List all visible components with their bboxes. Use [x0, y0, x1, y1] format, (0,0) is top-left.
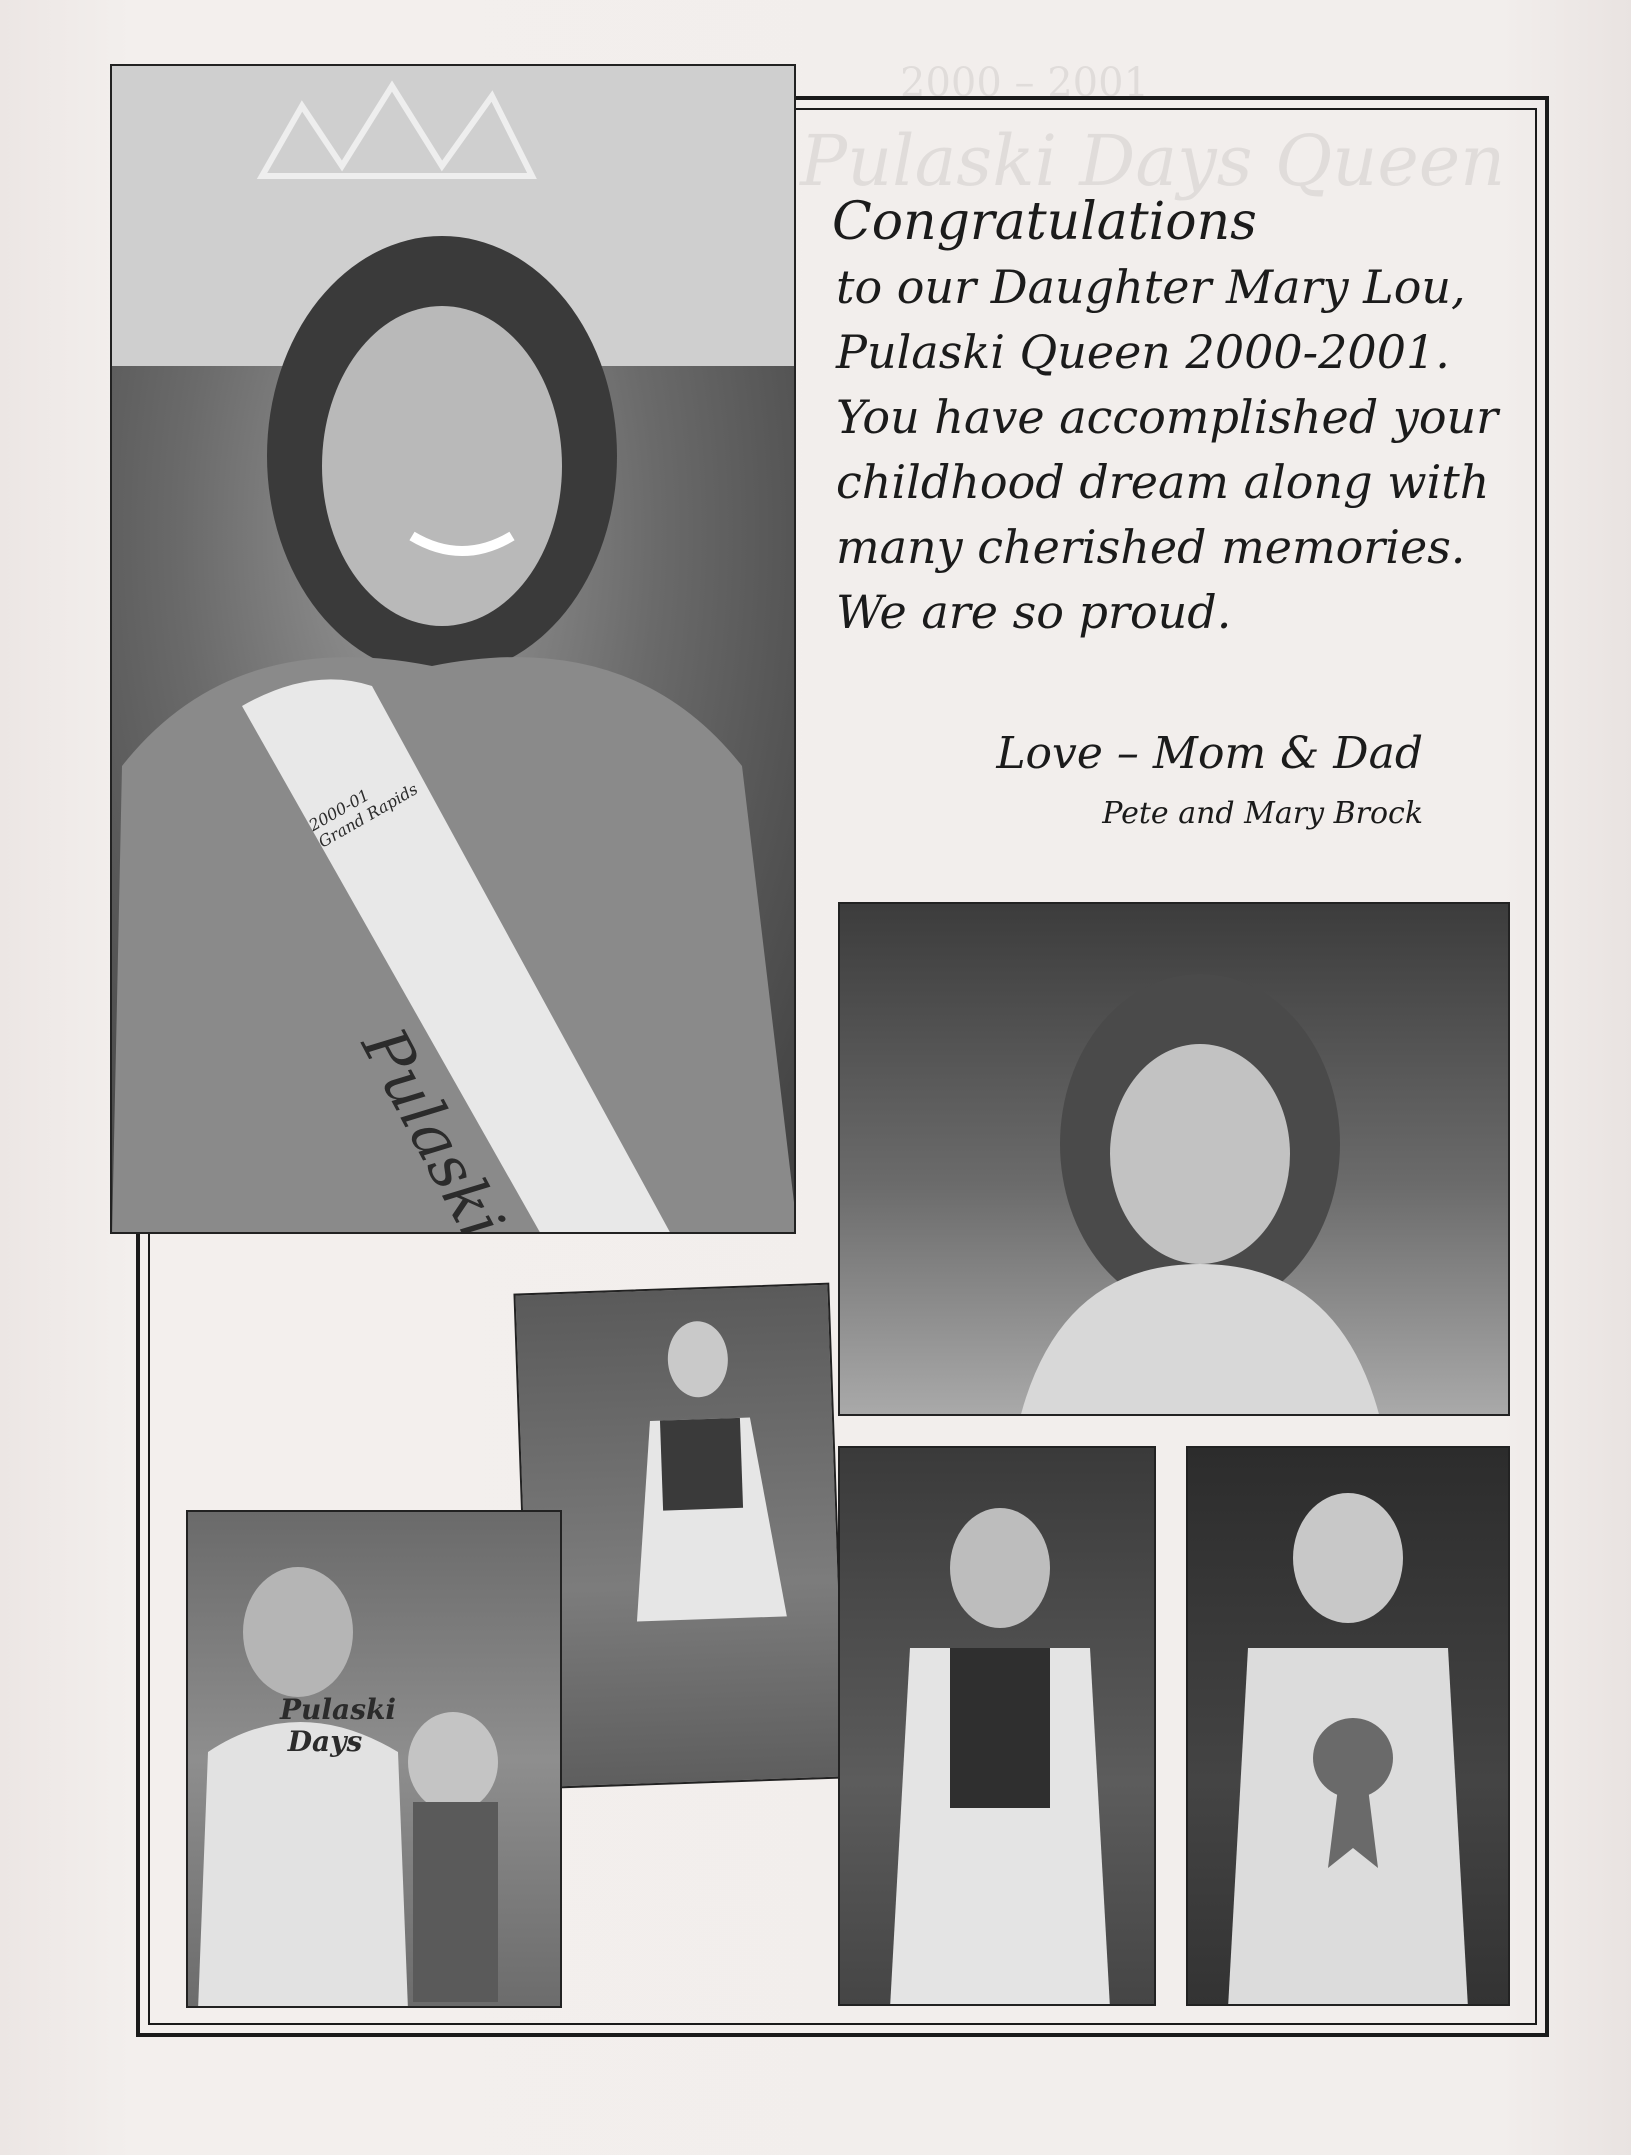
message-line: to our Daughter Mary Lou, [836, 260, 1466, 314]
message-line: You have accomplished your [836, 390, 1499, 444]
message-line: We are so proud. [836, 585, 1232, 639]
toddler-flower-crown-photo [838, 902, 1510, 1416]
congratulations-message [832, 190, 1499, 645]
father-and-toddler-photo [186, 1510, 562, 2008]
girl-in-costume-photo [513, 1283, 846, 1790]
girl-flower-wreath-photo [838, 1446, 1156, 2006]
girl-wreath-illustration [840, 1448, 1156, 2006]
message-line: childhood dream along with [836, 455, 1490, 509]
shirt-text: Pulaski Days [280, 1693, 396, 1758]
toddler-illustration [840, 904, 1510, 1416]
signature-names: Pete and Mary Brock [1102, 796, 1423, 831]
bleed-through-text: 2000 – 2001 [900, 60, 1150, 106]
sash-small-text: 2000-01 Grand Rapids [305, 779, 421, 852]
girl-award-illustration [1188, 1448, 1510, 2006]
girl-award-ribbon-photo [1186, 1446, 1510, 2006]
message-line: many cherished memories. [836, 520, 1466, 574]
message-line: Pulaski Queen 2000-2001. [836, 325, 1450, 379]
father-toddler-illustration [188, 1512, 562, 2008]
queen-portrait-illustration [112, 66, 796, 1234]
message-line: Congratulations [832, 192, 1257, 252]
bleed-through-text: Pulaski Days Queen [800, 120, 1506, 202]
queen-portrait-photo [110, 64, 796, 1234]
girl-costume-illustration [516, 1285, 847, 1790]
signature-love: Love – Mom & Dad [996, 728, 1423, 779]
